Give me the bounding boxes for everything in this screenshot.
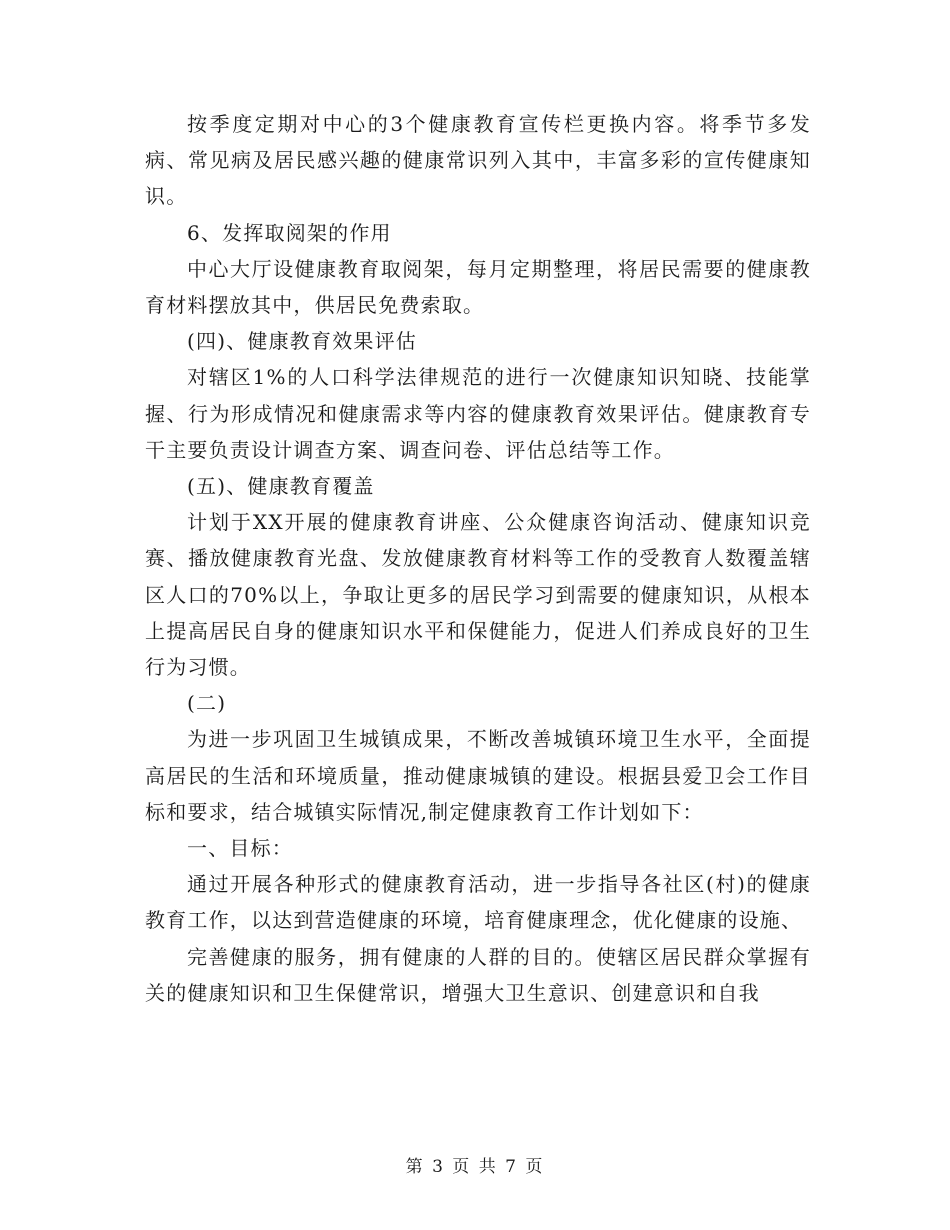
paragraph-effect-evaluation: 对辖区1%的人口科学法律规范的进行一次健康知识知晓、技能掌握、行为形成情况和健康需求等内容的健康教育效果评估。健康教育专干主要负责设计调查方案、调查问卷、评估总结等工作。 [145,365,811,462]
paragraph-intro: 为进一步巩固卫生城镇成果，不断改善城镇环境卫生水平，全面提高居民的生活和环境质量，推动健康城镇的建设。根据县爱卫会工作目标和要求，结合城镇实际情况,制定健康教育工作计划如下： [145,727,811,824]
heading-coverage: (五)、健康教育覆盖 [187,474,375,499]
heading-part-two: (二) [187,691,227,716]
paragraph-reading-rack: 中心大厅设健康教育取阅架，每月定期整理，将居民需要的健康教育材料摆放其中，供居民免费索取。 [145,256,811,318]
paragraph-coverage: 计划于XX开展的健康教育讲座、公众健康咨询活动、健康知识竞赛、播放健康教育光盘、发放健康教育材料等工作的受教育人数覆盖辖区人口的70%以上，争取让更多的居民学习到需要的健康知识，从根本上提高居民自身的健康知识水平和保健能力，促进人们养成良好的卫生行为习惯。 [145,510,811,680]
page-number-footer: 第 3 页 共 7 页 [405,1157,545,1177]
heading-effect-evaluation: (四)、健康教育效果评估 [187,329,418,354]
heading-goals: 一、目标： [187,836,293,861]
paragraph-goals-1: 通过开展各种形式的健康教育活动，进一步指导各社区(村)的健康教育工作，以达到营造健康的环境，培育健康理念，优化健康的设施、 [145,872,811,933]
document-body [145,106,811,1011]
heading-reading-rack: 6、发挥取阅架的作用 [187,220,392,245]
paragraph-goals-2: 完善健康的服务，拥有健康的人群的目的。使辖区居民群众掌握有关的健康知识和卫生保健常识，增强大卫生意识、创建意识和自我 [145,944,811,1005]
paragraph-bulletin-board: 按季度定期对中心的3个健康教育宣传栏更换内容。将季节多发病、常见病及居民感兴趣的健康常识列入其中，丰富多彩的宣传健康知识。 [145,112,811,209]
